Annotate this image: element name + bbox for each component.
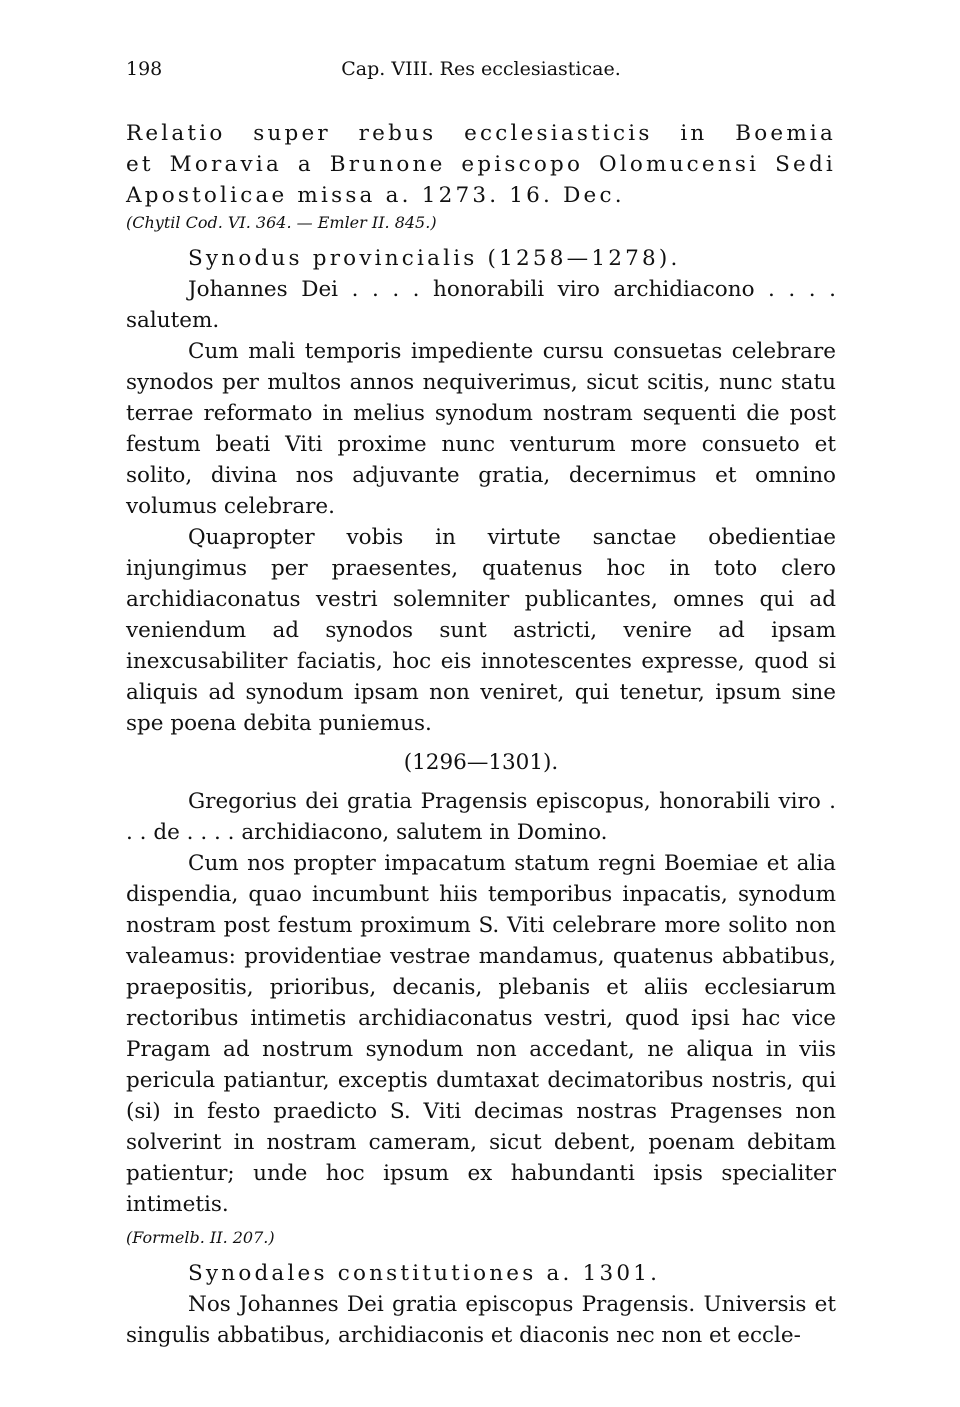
- paragraph-quapropter: Quapropter vobis in virtute sanctae obedientiae injungimus per praesentes, quatenus hoc in toto clero archidiaconatus vestri solemniter publicantes, omnes qui ad veniendum ad synodos sunt astricti, venire ad ipsam inexcusabiliter faciatis, hoc eis innotescentes expresse, quod si aliquis ad synodum ipsam non veniret, qui tenetur, ipsum sine spe poena debita puniemus.: [126, 525, 836, 736]
- source-note-chytil: (Chytil Cod. VI. 364. — Emler II. 845.): [126, 213, 437, 232]
- page-number: 198: [126, 58, 163, 80]
- section-title-line-1: Relatio super rebus ecclesiasticis in Boemia: [126, 121, 836, 146]
- source-note-formelb: (Formelb. II. 207.): [126, 1228, 275, 1247]
- synod-heading: Synodus provincialis (1258—1278).: [188, 246, 681, 271]
- page-header: [126, 58, 836, 88]
- section-title-line-3: Apostolicae missa a. 1273. 16. Dec.: [126, 183, 625, 208]
- salutation-gregorius: Gregorius dei gratia Pragensis episcopus, honorabili viro . . . de . . . . archidiacono, salutem in Domino.: [126, 789, 836, 845]
- page-body: [126, 118, 836, 1351]
- paragraph-nos-johannes: Nos Johannes Dei gratia episcopus Pragensis. Universis et singulis abbatibus, archidiaconis et diaconis nec non et eccle-: [126, 1292, 836, 1348]
- salutation-end: salutem.: [126, 308, 220, 333]
- synodales-heading: Synodales constitutiones a. 1301.: [188, 1261, 661, 1286]
- paragraph-cum-mali: Cum mali temporis impediente cursu consuetas celebrare synodos per multos annos nequiverimus, sicut scitis, nunc statu terrae reformato in melius synodum nostram sequenti die post festum beati Viti proxime nunc venturum more consueto et solito, divina nos adjuvante gratia, decernimus et omnino volumus celebrare.: [126, 339, 836, 519]
- section-title-line-2: et Moravia a Brunone episcopo Olomucensi Sedi: [126, 152, 836, 177]
- paragraph-cum-nos: Cum nos propter impacatum statum regni Boemiae et alia dispendia, quao incumbunt hiis temporibus inpacatis, synodum nostram post festum proximum S. Viti celebrare more solito non valeamus: providentiae vestrae mandamus, quatenus abbatibus, praepositis, prioribus, decanis, plebanis et aliis ecclesiarum rectoribus intimetis archidiaconatus vestri, quod ipsi hac vice Pragam ad nostrum synodum non accedant, ne aliqua in viis pericula patiantur, exceptis dumtaxat decimatoribus nostris, qui (si) in festo praedicto S. Viti decimas nostras Pragenses non solverint in nostram cameram, sicut debent, poenam debitam patientur; unde hoc ipsum ex habundanti ipsis specialiter intimetis.: [126, 851, 836, 1217]
- salutation-johannes: Johannes Dei . . . . honorabili viro archidiacono . . . .: [188, 277, 836, 302]
- running-head: Cap. VIII. Res ecclesiasticae.: [341, 58, 621, 80]
- date-heading: (1296—1301).: [403, 750, 559, 775]
